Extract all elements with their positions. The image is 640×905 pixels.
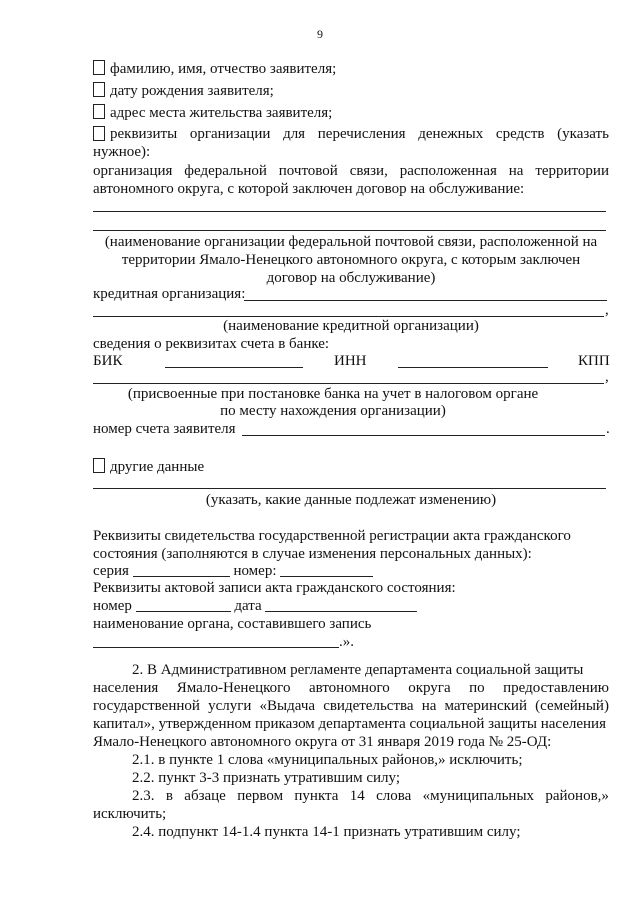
record-title: Реквизиты актовой записи акта гражданского состояния: xyxy=(93,580,456,596)
checkbox-icon[interactable] xyxy=(93,104,105,119)
postal-fill-line-2[interactable] xyxy=(93,230,606,231)
bank-details-label: сведения о реквизитах счета в банке: xyxy=(93,336,330,352)
section2-line-2: населения Ямало-Ненецкого автономного округа по предоставлению xyxy=(93,680,609,696)
section2-item-4: 2.4. подпункт 14-1.4 пункта 14-1 признать утратившим силу; xyxy=(132,824,521,840)
bank-caption-1: (присвоенные при постановке банка на учет в налоговом органе xyxy=(127,386,539,402)
bik-label: БИК xyxy=(93,353,123,369)
checkbox-icon[interactable] xyxy=(93,82,105,97)
account-label: номер счета заявителя xyxy=(93,421,236,437)
other-data-field[interactable] xyxy=(93,488,606,489)
account-field[interactable] xyxy=(242,435,605,436)
checkbox-icon[interactable] xyxy=(93,60,105,75)
checkbox-item-fio: фамилию, имя, отчество заявителя; xyxy=(93,60,336,78)
credit-org-comma: , xyxy=(605,302,609,318)
bank-caption-2: по месту нахождения организации) xyxy=(220,403,446,419)
credit-org-label: кредитная организация: xyxy=(93,286,246,302)
series-number-row: серия номер: xyxy=(93,563,373,580)
series-field[interactable] xyxy=(133,563,230,577)
section2-item-1: 2.1. в пункте 1 слова «муниципальных районов,» исключить; xyxy=(132,752,523,768)
postal-caption-2: территории Ямало-Ненецкого автономного округа, с которым заключен xyxy=(121,252,581,268)
section2-line-4: капитал», утвержденном приказом департамента социальной защиты населения xyxy=(93,716,606,732)
section2-line-5: Ямало-Ненецкого автономного округа от 31 января 2019 года № 25-ОД: xyxy=(93,734,552,750)
other-data-caption: (указать, какие данные подлежат изменению) xyxy=(205,492,497,508)
checkbox-item-address: адрес места жительства заявителя; xyxy=(93,104,332,122)
section2-item-2: 2.2. пункт 3-3 признать утратившим силу; xyxy=(132,770,401,786)
kpp-label: КПП xyxy=(578,353,610,369)
bik-field[interactable] xyxy=(165,367,303,368)
inn-label: ИНН xyxy=(334,353,367,369)
requisites-cont: нужное): xyxy=(93,144,151,160)
record-number-date-row: номер дата xyxy=(93,598,417,615)
credit-org-caption: (наименование кредитной организации) xyxy=(223,318,479,334)
postal-text-line2: автономного округа, с которой заключен договор на обслуживание: xyxy=(93,181,525,197)
postal-text-line1: организация федеральной почтовой связи, расположенная на территории xyxy=(93,163,609,179)
section2-line-3: государственной услуги «Выдача свидетельства на материнский (семейный) xyxy=(93,698,609,714)
postal-caption-1: (наименование организации федеральной почтовой связи, расположенной на xyxy=(104,234,598,250)
inn-field[interactable] xyxy=(398,367,548,368)
credit-org-field[interactable] xyxy=(244,300,607,301)
organ-label: наименование органа, составившего запись xyxy=(93,616,372,632)
record-number-field[interactable] xyxy=(136,598,231,612)
section2-item-3-cont: исключить; xyxy=(93,806,167,822)
checkbox-icon[interactable] xyxy=(93,458,105,473)
page-number: 9 xyxy=(317,27,323,41)
section2-item-3: 2.3. в абзаце первом пункта 14 слова «муниципальных районов,» xyxy=(132,788,609,804)
checkbox-icon[interactable] xyxy=(93,126,105,141)
other-data-item: другие данные xyxy=(93,458,204,476)
postal-caption-3: договор на обслуживание) xyxy=(266,270,436,286)
kpp-comma: , xyxy=(605,369,609,385)
number-field[interactable] xyxy=(280,563,373,577)
civil-line-2: состояния (заполняются в случае изменения персональных данных): xyxy=(93,546,532,562)
credit-org-field-2[interactable] xyxy=(93,316,604,317)
checkbox-item-birthdate: дату рождения заявителя; xyxy=(93,82,274,100)
organ-field[interactable] xyxy=(93,634,339,648)
record-date-field[interactable] xyxy=(265,598,417,612)
kpp-field[interactable] xyxy=(93,383,604,384)
checkbox-item-requisites: реквизиты организации для перечисления денежных средств (указать xyxy=(93,126,609,143)
postal-fill-line-1[interactable] xyxy=(93,211,606,212)
civil-line-1: Реквизиты свидетельства государственной регистрации акта гражданского xyxy=(93,528,571,544)
account-end: . xyxy=(606,421,610,437)
organ-row: .». xyxy=(93,634,354,651)
section2-line-1: 2. В Административном регламенте департамента социальной защиты xyxy=(132,662,584,678)
